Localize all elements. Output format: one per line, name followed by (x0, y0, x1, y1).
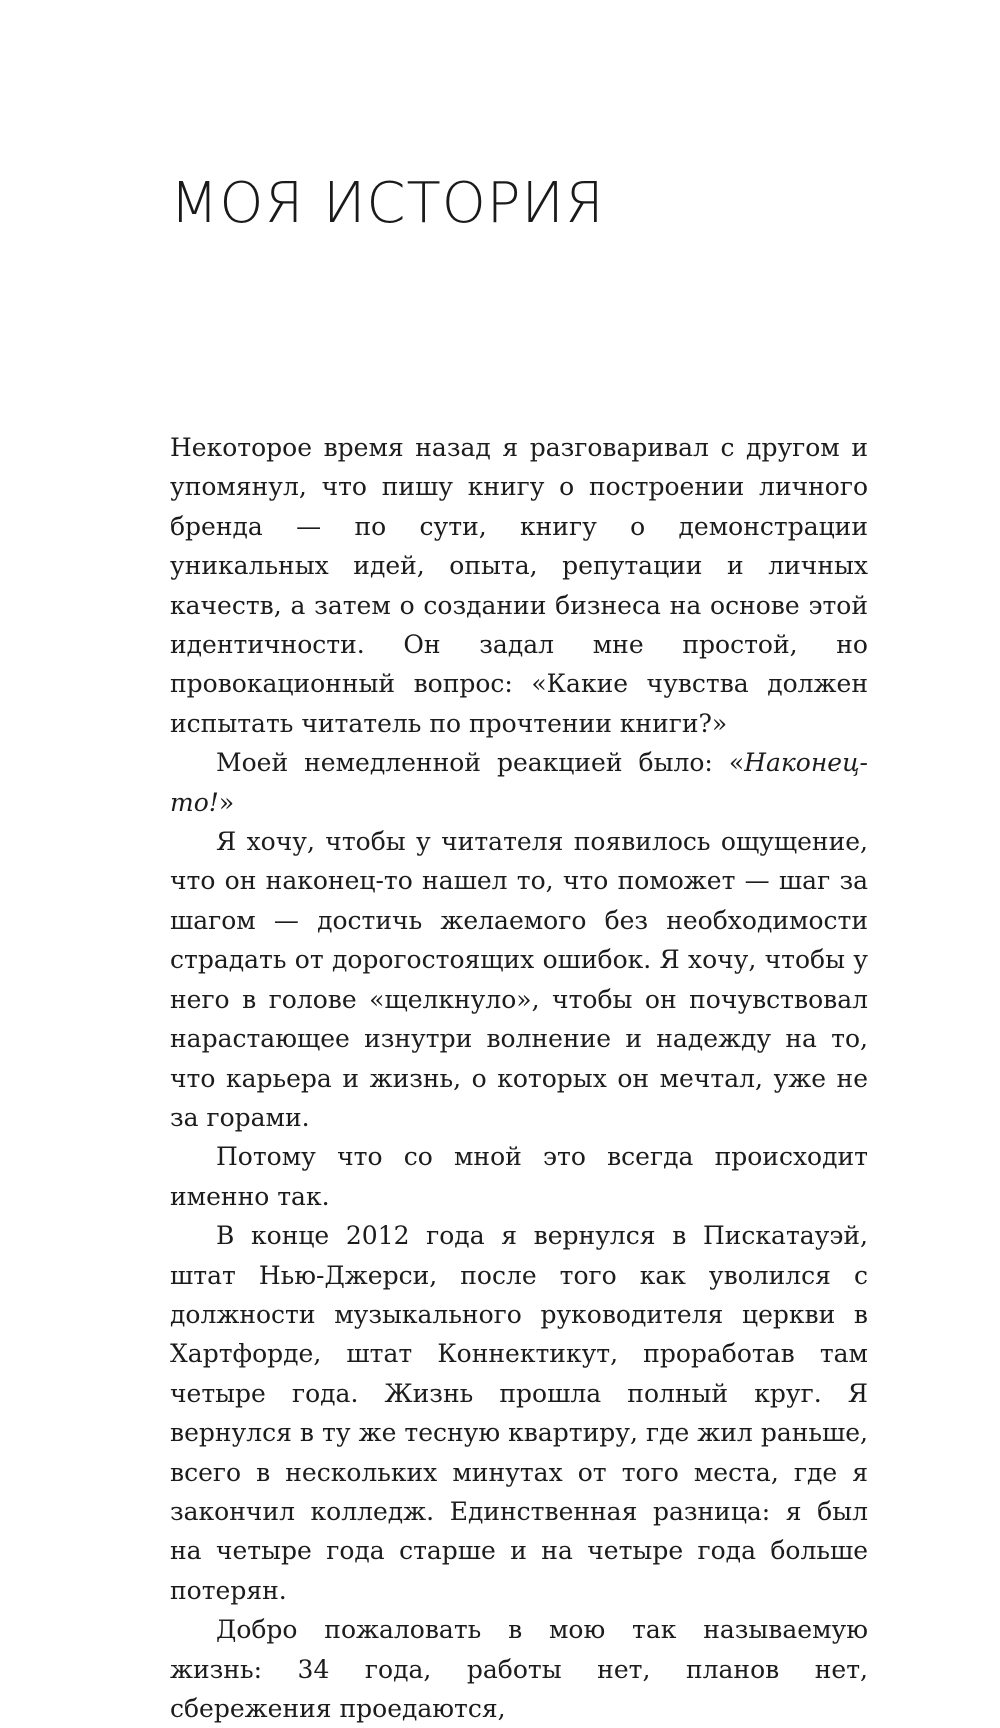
paragraph-5: В конце 2012 года я вернулся в Пискатауэй, штат Нью-Джерси, после того как уволился с должности музыкального руководителя церкви в Хартфорде, штат Коннектикут, проработав там четыре года. Жизнь прошла полный круг. Я вернулся в ту же тесную квартиру, где жил раньше, всего в нескольких минутах от того места, где я закончил колледж. Единственная разница: я был на четыре года старше и на четыре года больше потерян. (170, 1221, 868, 1605)
paragraph-2-emphasis: Наконец-то! (170, 748, 868, 817)
paragraph-2 (170, 743, 868, 822)
paragraph-6: Добро пожаловать в мою так называемую жизнь: 34 года, работы нет, планов нет, сбережения проедаются, (170, 1615, 868, 1723)
paragraph-4: Потому что со мной это всегда происходит именно так. (170, 1142, 868, 1211)
paragraph-1: Некоторое время назад я разговаривал с другом и упомянул, что пишу книгу о построении личного бренда — по сути, книгу о демонстрации уникальных идей, опыта, репутации и личных качеств, а затем о создании бизнеса на основе этой идентичности. Он задал мне простой, но провокационный вопрос: «Какие чувства должен испытать читатель по прочтении книги?» (170, 433, 868, 738)
chapter-title: МОЯ ИСТОРИЯ (170, 171, 605, 236)
paragraph-2-lead: Моей немедленной реакцией было: « (216, 748, 745, 778)
paragraph-3: Я хочу, чтобы у читателя появилось ощущение, что он наконец-то нашел то, что поможет — шаг за шагом — достичь желаемого без необходимости страдать от дорогостоящих ошибок. Я хочу, чтобы у него в голове «щелкнуло», чтобы он почувствовал нарастающее изнутри волнение и надежду на то, что карьера и жизнь, о которых он мечтал, уже не за горами. (170, 827, 868, 1132)
chapter-body (170, 428, 868, 1728)
paragraph-2-tail: » (218, 787, 235, 817)
